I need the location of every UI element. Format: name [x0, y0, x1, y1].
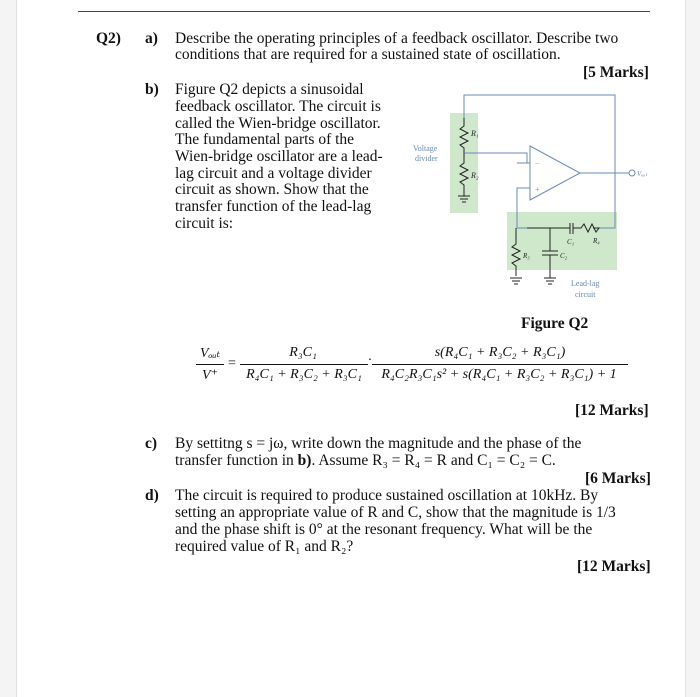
part-c-marks: [6 Marks]: [585, 470, 651, 487]
eq-rhs-numerator: s(R₄C₁ + R₃C₂ + R₃C₁): [434, 345, 566, 360]
r3-label: R₃: [523, 252, 530, 260]
eq-mid-bar: [240, 364, 368, 365]
question-number: Q2): [96, 30, 121, 47]
part-c-line2-bold: b): [297, 452, 312, 469]
part-b-marks: [12 Marks]: [575, 402, 649, 419]
part-b-label: b): [145, 81, 159, 98]
r4-label: R₄: [593, 237, 600, 245]
eq-dot: ·: [367, 353, 373, 368]
wien-bridge-circuit-figure: [405, 88, 665, 308]
part-b-line: feedback oscillator. The circuit is: [175, 98, 381, 115]
voltage-divider-label-1: Voltage: [413, 144, 438, 153]
r2-label: R₂: [471, 171, 479, 180]
leadlag-label-1: Lead-lag: [571, 279, 600, 288]
part-b-line: transfer function of the lead-lag: [175, 198, 372, 215]
part-a-label: a): [145, 30, 158, 47]
part-a-line2: conditions that are required for a sustained state of oscillation.: [175, 46, 561, 63]
leadlag-label-2: circuit: [575, 290, 596, 299]
figure-caption: Figure Q2: [521, 315, 589, 332]
part-a-line1: Describe the operating principles of a feedback oscillator. Describe two: [175, 30, 619, 47]
op-amp-minus-label: −: [535, 159, 540, 168]
vout-label: Vₒᵤₜ: [637, 170, 648, 178]
part-b-line: circuit is:: [175, 215, 234, 232]
part-b-line: circuit as shown. Show that the: [175, 181, 369, 198]
part-d-line: The circuit is required to produce sustained oscillation at 10kHz. By: [175, 487, 599, 504]
op-amp-plus-label: +: [535, 185, 540, 194]
part-c-label: c): [145, 435, 158, 452]
eq-lhs-bar: [196, 364, 224, 365]
part-b-line: Wien-bridge oscillator are a lead-: [175, 148, 383, 165]
voltage-divider-label-2: divider: [415, 154, 438, 163]
part-b-line: called the Wien-bridge oscillator.: [175, 115, 381, 132]
r1-label: R₁: [471, 129, 479, 138]
part-d-line: required value of R₁ and R₂?: [175, 538, 354, 555]
leadlag-region: [507, 212, 617, 270]
part-d-line: and the phase shift is 0° at the resonant frequency. What will be the: [175, 521, 593, 538]
part-d-marks: [12 Marks]: [577, 558, 651, 575]
part-b-line: lag circuit and a voltage divider: [175, 165, 372, 182]
transfer-function-equation: [0, 345, 700, 395]
eq-rhs-bar: [372, 364, 628, 365]
c2-label: C₂: [560, 252, 568, 260]
part-d-label: d): [145, 487, 159, 504]
eq-rhs-denominator: R₄C₂R₃C₁s² + s(R₄C₁ + R₃C₂ + R₃C₁) + 1: [381, 367, 617, 382]
part-b-line: Figure Q2 depicts a sinusoidal: [175, 81, 364, 98]
part-c-line2: [175, 452, 556, 469]
eq-equals: =: [228, 356, 236, 371]
part-a-marks: [5 Marks]: [583, 64, 649, 81]
eq-lhs-denominator: V⁺: [202, 368, 218, 383]
part-c-line2-pre: transfer function in: [175, 452, 298, 469]
eq-mid-denominator: R₄C₁ + R₃C₂ + R₃C₁: [246, 367, 362, 382]
c1-label: C₁: [567, 238, 575, 246]
top-rule: [78, 11, 650, 12]
part-d-line: setting an appropriate value of R and C, show that the magnitude is 1/3: [175, 504, 616, 521]
eq-mid-numerator: R₃C₁: [289, 345, 317, 360]
part-b-line: The fundamental parts of the: [175, 131, 355, 148]
part-c-line1: By settitng s = jω, write down the magnitude and the phase of the: [175, 435, 582, 452]
part-c-line2-post: . Assume R₃ = R₄ = R and C₁ = C₂ = C.: [311, 452, 556, 469]
eq-lhs-numerator: Vₒᵤₜ: [199, 346, 221, 361]
output-terminal: [629, 170, 635, 176]
